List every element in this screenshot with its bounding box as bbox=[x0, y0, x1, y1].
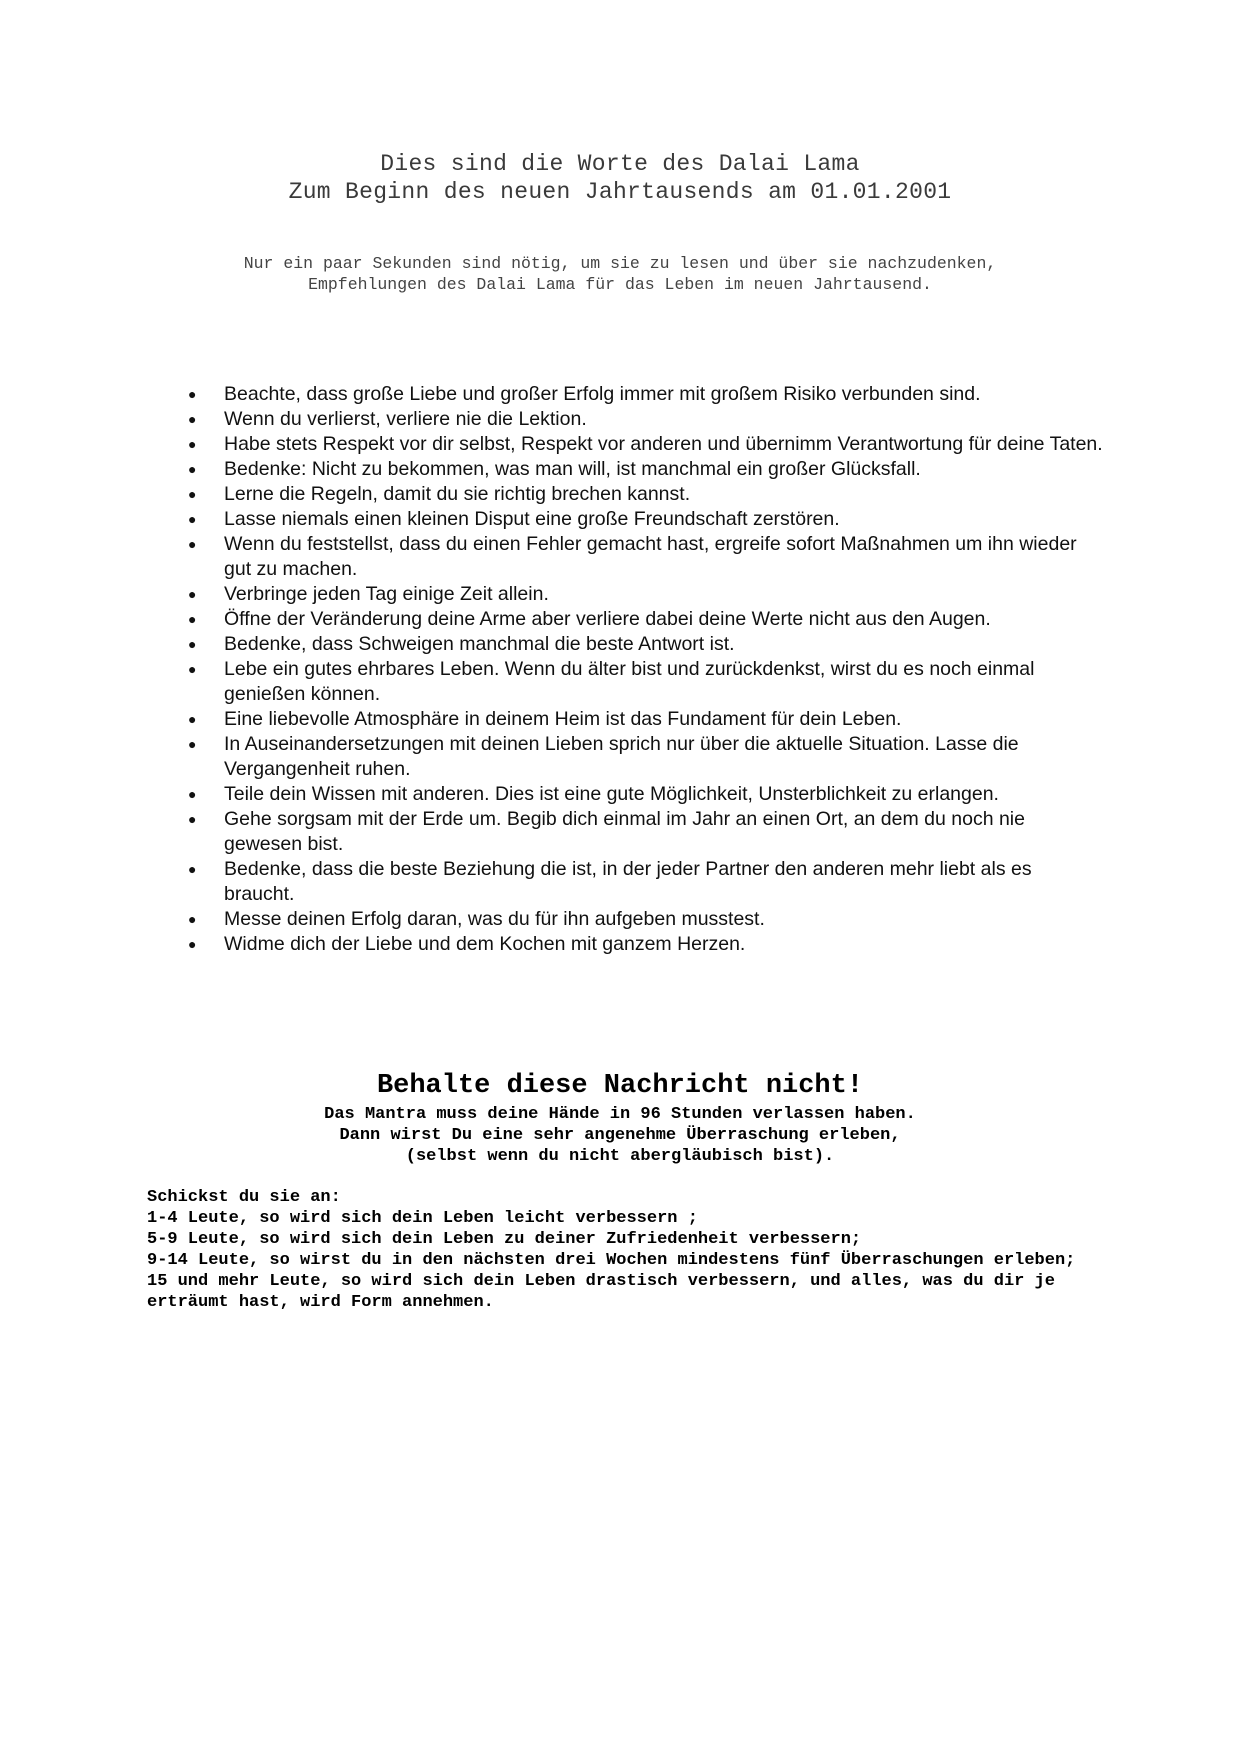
bullet-icon: ● bbox=[188, 936, 197, 952]
bullet-icon: ● bbox=[188, 611, 197, 627]
bullet-icon: ● bbox=[188, 711, 197, 727]
send-item: 1-4 Leute, so wird sich dein Leben leicht verbessern ; bbox=[147, 1209, 698, 1228]
closing-line-3: (selbst wenn du nicht abergläubisch bist). bbox=[405, 1147, 835, 1166]
send-item: 15 und mehr Leute, so wird sich dein Leben drastisch verbessern, und alles, was du dir je erträumt hast, wird Form annehmen. bbox=[147, 1272, 1055, 1312]
send-item: 5-9 Leute, so wird sich dein Leben zu deiner Zufriedenheit verbessern; bbox=[147, 1230, 862, 1249]
advice-text: Gehe sorgsam mit der Erde um. Begib dich einmal im Jahr an einen Ort, an dem du noch nie gewesen bist. bbox=[224, 808, 1025, 855]
advice-item bbox=[186, 382, 1106, 407]
advice-item bbox=[186, 632, 1106, 657]
bullet-icon: ● bbox=[188, 536, 197, 552]
bullet-icon: ● bbox=[188, 911, 197, 927]
advice-text: In Auseinandersetzungen mit deinen Lieben sprich nur über die aktuelle Situation. Lasse die Vergangenheit ruhen. bbox=[224, 733, 1019, 780]
advice-item bbox=[186, 507, 1106, 532]
page-title bbox=[0, 150, 1240, 206]
advice-item bbox=[186, 457, 1106, 482]
title-line-2: Zum Beginn des neuen Jahrtausends am 01.01.2001 bbox=[288, 179, 952, 205]
advice-item bbox=[186, 782, 1106, 807]
bullet-icon: ● bbox=[188, 636, 197, 652]
bullet-icon: ● bbox=[188, 586, 197, 602]
advice-text: Wenn du feststellst, dass du einen Fehler gemacht hast, ergreife sofort Maßnahmen um ihn wieder gut zu machen. bbox=[224, 533, 1077, 580]
advice-text: Messe deinen Erfolg daran, was du für ihn aufgeben musstest. bbox=[224, 908, 765, 930]
bullet-icon: ● bbox=[188, 811, 197, 827]
send-items bbox=[147, 1208, 1097, 1313]
advice-item bbox=[186, 732, 1106, 782]
advice-text: Lerne die Regeln, damit du sie richtig brechen kannst. bbox=[224, 483, 691, 505]
advice-item bbox=[186, 407, 1106, 432]
send-instructions bbox=[147, 1187, 1097, 1313]
advice-text: Eine liebevolle Atmosphäre in deinem Heim ist das Fundament für dein Leben. bbox=[224, 708, 902, 730]
bullet-icon: ● bbox=[188, 511, 197, 527]
bullet-icon: ● bbox=[188, 736, 197, 752]
advice-text: Widme dich der Liebe und dem Kochen mit ganzem Herzen. bbox=[224, 933, 746, 955]
advice-item bbox=[186, 657, 1106, 707]
advice-item bbox=[186, 482, 1106, 507]
intro-text bbox=[0, 253, 1240, 295]
advice-text: Bedenke, dass Schweigen manchmal die beste Antwort ist. bbox=[224, 633, 735, 655]
advice-item bbox=[186, 707, 1106, 732]
advice-item bbox=[186, 857, 1106, 907]
send-item: 9-14 Leute, so wirst du in den nächsten drei Wochen mindestens fünf Überraschungen erleben; bbox=[147, 1251, 1076, 1270]
bullet-icon: ● bbox=[188, 661, 197, 677]
bullet-icon: ● bbox=[188, 861, 197, 877]
closing-heading: Behalte diese Nachricht nicht! bbox=[376, 1071, 864, 1101]
advice-item bbox=[186, 932, 1106, 957]
advice-list bbox=[186, 382, 1106, 957]
advice-item bbox=[186, 532, 1106, 582]
advice-text: Teile dein Wissen mit anderen. Dies ist eine gute Möglichkeit, Unsterblichkeit zu erlangen. bbox=[224, 783, 999, 805]
closing-text bbox=[0, 1104, 1240, 1167]
advice-text: Bedenke: Nicht zu bekommen, was man will, ist manchmal ein großer Glücksfall. bbox=[224, 458, 921, 480]
intro-line-2: Empfehlungen des Dalai Lama für das Leben im neuen Jahrtausend. bbox=[308, 275, 932, 294]
advice-item bbox=[186, 607, 1106, 632]
closing-line-2: Dann wirst Du eine sehr angenehme Überraschung erleben, bbox=[339, 1126, 901, 1145]
advice-text: Beachte, dass große Liebe und großer Erfolg immer mit großem Risiko verbunden sind. bbox=[224, 383, 981, 405]
advice-text: Verbringe jeden Tag einige Zeit allein. bbox=[224, 583, 549, 605]
title-line-1: Dies sind die Worte des Dalai Lama bbox=[380, 151, 860, 177]
bullet-icon: ● bbox=[188, 436, 197, 452]
advice-text: Lasse niemals einen kleinen Disput eine große Freundschaft zerstören. bbox=[224, 508, 840, 530]
advice-text: Habe stets Respekt vor dir selbst, Respekt vor anderen und übernimm Verantwortung für deine Taten. bbox=[224, 433, 1103, 455]
advice-text: Bedenke, dass die beste Beziehung die ist, in der jeder Partner den anderen mehr liebt als es braucht. bbox=[224, 858, 1032, 905]
advice-item bbox=[186, 807, 1106, 857]
bullet-icon: ● bbox=[188, 461, 197, 477]
advice-item bbox=[186, 907, 1106, 932]
bullet-icon: ● bbox=[188, 486, 197, 502]
advice-text: Öffne der Veränderung deine Arme aber verliere dabei deine Werte nicht aus den Augen. bbox=[224, 608, 991, 630]
closing-line-1: Das Mantra muss deine Hände in 96 Stunden verlassen haben. bbox=[324, 1105, 916, 1124]
advice-text: Lebe ein gutes ehrbares Leben. Wenn du älter bist und zurückdenkst, wirst du es noch einmal genießen können. bbox=[224, 658, 1035, 705]
intro-line-1: Nur ein paar Sekunden sind nötig, um sie zu lesen und über sie nachzudenken, bbox=[243, 254, 997, 273]
bullet-icon: ● bbox=[188, 411, 197, 427]
bullet-icon: ● bbox=[188, 386, 197, 402]
send-intro: Schickst du sie an: bbox=[147, 1188, 341, 1207]
advice-text: Wenn du verlierst, verliere nie die Lektion. bbox=[224, 408, 587, 430]
advice-item bbox=[186, 432, 1106, 457]
advice-item bbox=[186, 582, 1106, 607]
bullet-icon: ● bbox=[188, 786, 197, 802]
